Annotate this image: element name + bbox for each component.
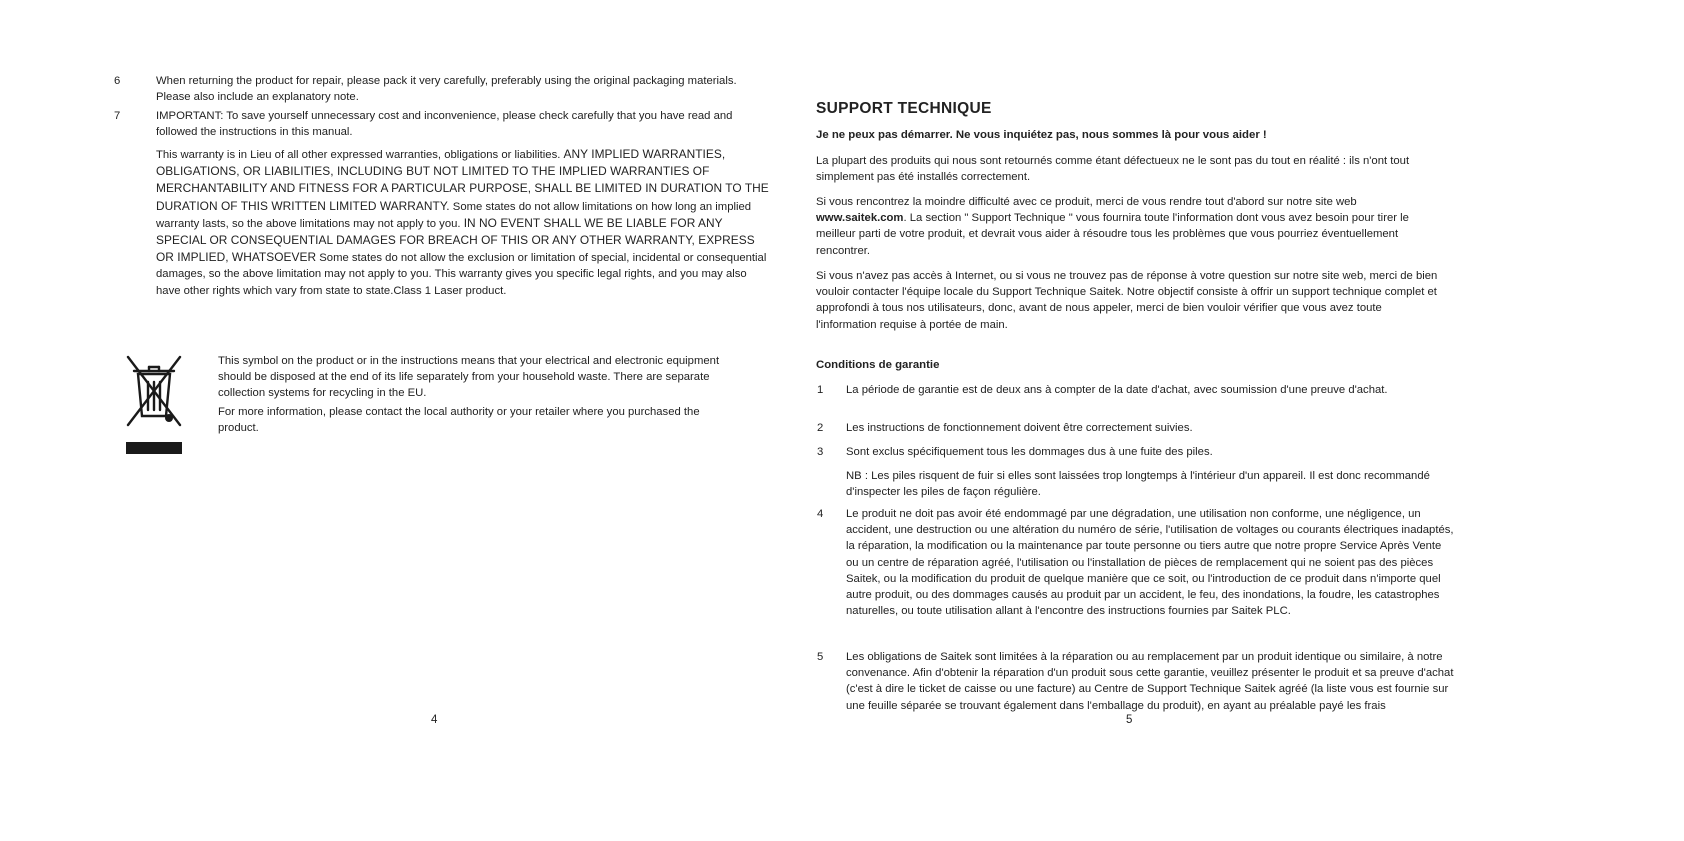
page-title: SUPPORT TECHNIQUE	[816, 100, 992, 117]
paragraph-2-end: . La section " Support Technique " vous fournira toute l'information dont vous avez besoin pour tirer le meilleur parti de votre produit, et devrait vous aider à résoudre tous les problèmes que vous pourriez éventuellement rencontrer.	[816, 212, 1409, 257]
battery-note: NB : Les piles risquent de fuir si elles sont laissées trop longtemps à l'intérieur d'un appareil. Il est donc recommandé d'inspecter les piles de façon régulière.	[846, 470, 1430, 499]
lead-heading: Je ne peux pas démarrer. Ne vous inquiétez pas, nous sommes là pour vous aider !	[816, 129, 1267, 141]
warranty-text-2: Some states do not allow limitations on how long an implied warranty lasts, so the above limitations may not apply to you.	[156, 200, 752, 230]
condition-number: 1	[817, 384, 824, 396]
weee-contact-text: For more information, please contact the local authority or your retailer where you purchased the product.	[218, 406, 700, 435]
warranty-caps-1: ANY IMPLIED WARRANTIES, OBLIGATIONS, OR LIABILITIES, INCLUDING BUT NOT LIMITED TO THE IMPLIED WARRANTIES OF MERCHANTABILITY AND FITNESS FOR A PARTICULAR PURPOSE, SHALL BE LIMITED IN DURATION TO THE DURATION OF THIS WRITTEN LIMITED WARRANTY.	[156, 147, 769, 213]
item-number: 6	[114, 75, 121, 87]
paragraph-3: Si vous n'avez pas accès à Internet, ou si vous ne trouvez pas de réponse à votre question sur notre site web, merci de bien vouloir contacter l'équipe locale du Support Technique Saitek. Notre objectif consiste à offrir un support technique complet et approfondi à tous nos utilisateurs, donc, avant de nous appeler, merci de bien vouloir vérifier que vous avez toute l'information requise à portée de main.	[816, 270, 1438, 331]
condition-text: Les obligations de Saitek sont limitées à la réparation ou au remplacement par un produit identique ou similaire, à notre convenance. Afin d'obtenir la réparation d'un produit sous cette garantie, veuillez présenter le produit et sa preuve d'achat (c'est à dire le ticket de caisse ou une facture) au Centre de Support Technique Saitek agréé (la liste vous est fournie sur une feuille séparée se trouvant également dans l'emballage du produit), en ayant au préalable payé les frais	[846, 651, 1454, 712]
condition-number: 4	[817, 508, 824, 520]
crossed-out-bin-icon	[124, 354, 184, 428]
paragraph-2	[816, 194, 1444, 259]
warranty-text-3: Some states do not allow the exclusion or limitation of special, incidental or consequential damages, so the above limitation may not apply to you. This warranty gives you specific legal rights, and you may also have other rights which vary from state to state.Class 1 Laser product.	[156, 252, 767, 297]
item-text: When returning the product for repair, please pack it very carefully, preferably using the original packaging materials. Please also include an explanatory note.	[156, 75, 737, 104]
warranty-text-1: This warranty is in Lieu of all other expressed warranties, obligations or liabilities.	[156, 149, 564, 161]
condition-number: 5	[817, 651, 824, 663]
condition-text: La période de garantie est de deux ans à compter de la date d'achat, avec soumission d'une preuve d'achat.	[846, 384, 1388, 396]
item-number: 7	[114, 110, 121, 122]
condition-text: Les instructions de fonctionnement doivent être correctement suivies.	[846, 422, 1193, 434]
weee-bar	[126, 442, 182, 454]
item-text: IMPORTANT: To save yourself unnecessary cost and inconvenience, please check carefully that you have read and followed the instructions in this manual.	[156, 110, 733, 139]
condition-number: 3	[817, 446, 824, 458]
condition-text: Sont exclus spécifiquement tous les dommages dus à une fuite des piles.	[846, 446, 1213, 458]
warranty-paragraph	[156, 146, 770, 299]
paragraph-1: La plupart des produits qui nous sont retournés comme étant défectueux ne le sont pas du tout en réalité : ils n'ont tout simplement pas été installés correctement.	[816, 155, 1410, 184]
paragraph-2-start: Si vous rencontrez la moindre difficulté avec ce produit, merci de vous rendre tout d'abord sur notre site web	[816, 196, 1357, 208]
condition-number: 2	[817, 422, 824, 434]
right-page	[816, 0, 1684, 841]
page-number: 4	[431, 714, 438, 726]
website-link[interactable]: www.saitek.com	[816, 212, 904, 225]
page-number: 5	[1126, 714, 1133, 726]
weee-text: This symbol on the product or in the instructions means that your electrical and electronic equipment should be disposed at the end of its life separately from your household waste. There are separate collection systems for recycling in the EU.	[218, 355, 720, 400]
conditions-heading: Conditions de garantie	[816, 359, 940, 371]
condition-text: Le produit ne doit pas avoir été endommagé par une dégradation, une utilisation non conforme, une négligence, un accident, une destruction ou une altération du numéro de série, l'utilisation de voltages ou courants électriques inadaptés, la réparation, la modification ou la maintenance par toute personne ou tiers autre que notre propre Service Après Vente ou un centre de réparation agréé, l'utilisation ou l'installation de pièces de remplacement qui ne soient pas des pièces Saitek, ou la modification du produit de quelque manière que ce soit, ou l'introduction de ce produit dans n'importe quel autre produit, ou des dommages causés au produit par un accident, le feu, des inondations, la foudre, les catastrophes naturelles, ou toute utilisation allant à l'encontre des instructions fournies par Saitek PLC.	[846, 508, 1454, 618]
warranty-caps-2: IN NO EVENT SHALL WE BE LIABLE FOR ANY SPECIAL OR CONSEQUENTIAL DAMAGES FOR BREACH OF THIS OR ANY OTHER WARRANTY, EXPRESS OR IMPLIED, WHATSOEVER	[156, 215, 755, 265]
